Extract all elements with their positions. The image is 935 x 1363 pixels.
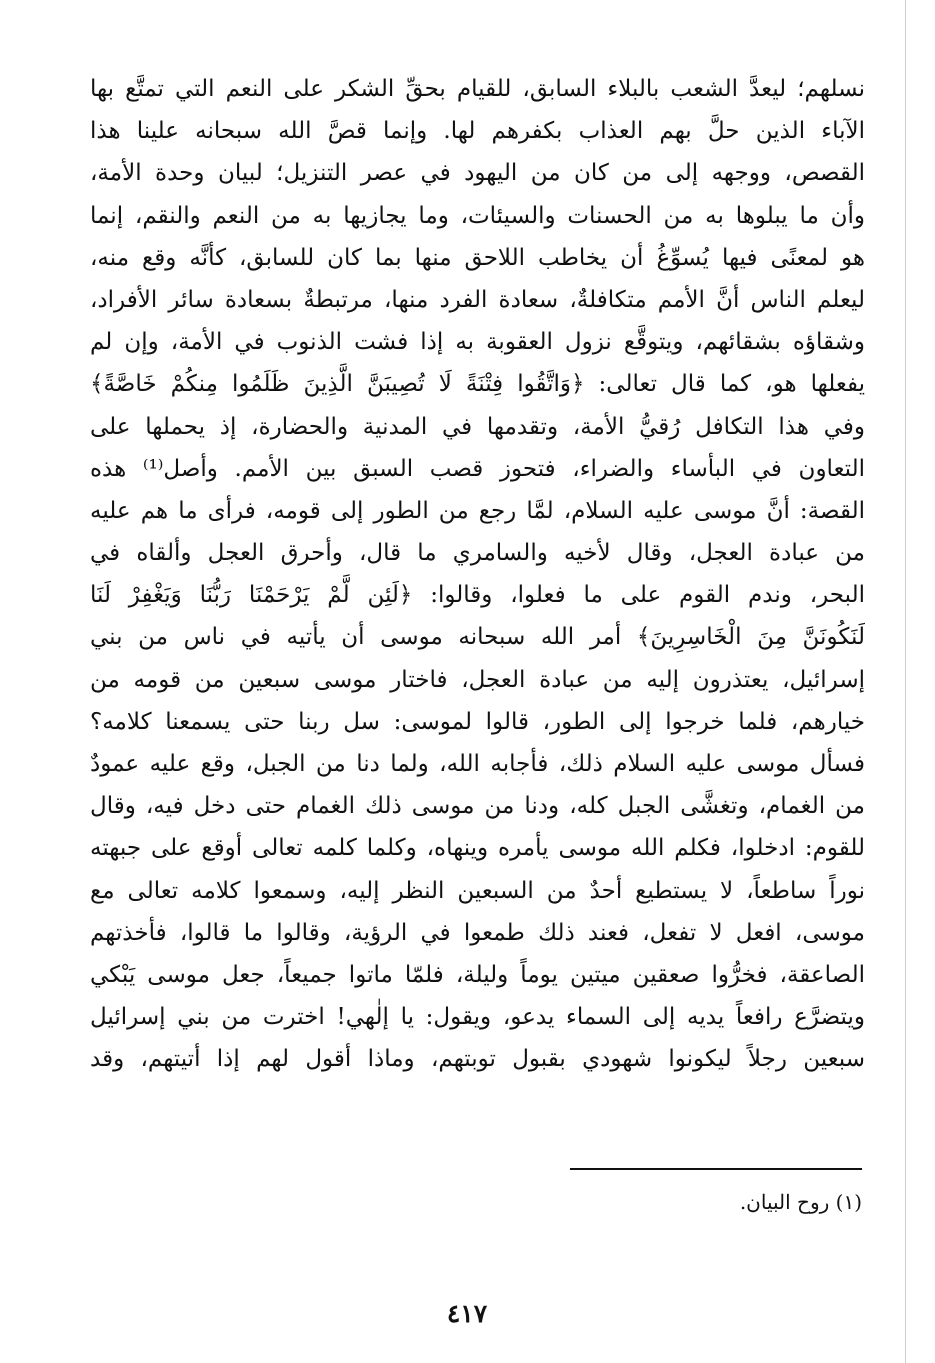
text-line: القصص، ووجهه إلى من كان من اليهود في عصر التنزيل؛ لبيان وحدة الأمة، bbox=[90, 160, 865, 187]
footnote: (١) روح البيان. bbox=[739, 1190, 862, 1214]
text-line: من عبادة العجل، وقال لأخيه والسامري ما قال، وأحرق العجل وألقاه في bbox=[90, 540, 865, 567]
text-line: هو لمعنًى فيها يُسوِّغُ أن يخاطب اللاحق منها بما كان للسابق، كأنَّه وقع منه، bbox=[90, 244, 865, 271]
text-line: ليعلم الناس أنَّ الأمم متكافلةٌ، سعادة الفرد منها، مرتبطةٌ بسعادة سائر الأفراد، bbox=[90, 286, 865, 313]
text-line: فسأل موسى عليه السلام ذلك، فأجابه الله، ولما دنا من الجبل، وقع عليه عمودٌ bbox=[90, 751, 865, 777]
text-line: سبعين رجلاً ليكونوا شهودي بقبول توبتهم، وماذا أقول لهم إذا أتيتهم، وقد bbox=[90, 1046, 865, 1073]
text-line: يفعلها هو، كما قال تعالى: ﴿وَاتَّقُوا فِتْنَةً لَا تُصِيبَنَّ الَّذِينَ ظَلَمُوا مِنكُمْ خَاصَّةً﴾ bbox=[90, 371, 865, 398]
text-line: خيارهم، فلما خرجوا إلى الطور، قالوا لموسى: سل ربنا حتى يسمعنا كلامه؟ bbox=[90, 708, 865, 735]
text-line: وأن ما يبلوها به من الحسنات والسيئات، وما يجازيها به من النعم والنقم، إنما bbox=[90, 202, 865, 229]
text-line: موسى، افعل لا تفعل، فعند ذلك طمعوا في الرؤية، وقالوا ما قالوا، فأخذتهم bbox=[90, 919, 865, 946]
text-line: البحر، وندم القوم على ما فعلوا، وقالوا: ﴿لَئِن لَّمْ يَرْحَمْنَا رَبُّنَا وَيَغْفِرْ لَنَا bbox=[90, 582, 865, 609]
text-line: القصة: أنَّ موسى عليه السلام، لمَّا رجع من الطور إلى قومه، فرأى ما هم عليه bbox=[90, 497, 865, 524]
text-line: ويتضرَّع رافعاً يديه إلى السماء يدعو، ويقول: يا إلٰهي! اخترت من بني إسرائيل bbox=[90, 1004, 865, 1031]
margin-rule bbox=[905, 0, 906, 1363]
text-line: نسلهم؛ ليعدَّ الشعب بالبلاء السابق، للقيام بحقِّ الشكر على النعم التي تمتَّع بها bbox=[90, 76, 865, 102]
footnote-separator bbox=[570, 1168, 862, 1170]
text-line: الآباء الذين حلَّ بهم العذاب بكفرهم لها. وإنما قصَّ الله سبحانه علينا هذا bbox=[90, 118, 865, 145]
text-line: لَنَكُونَنَّ مِنَ الْخَاسِرِينَ﴾ أمر الله سبحانه موسى أن يأتيه في ناس من بني bbox=[90, 624, 865, 651]
text-line: الصاعقة، فخرُّوا صعقين ميتين يوماً وليلة، فلمّا ماتوا جميعاً، جعل موسى يَبْكي bbox=[90, 961, 865, 988]
page-number: ٤١٧ bbox=[446, 1299, 488, 1328]
text-line: التعاون في البأساء والضراء، فتحوز قصب السبق بين الأمم. وأصل⁽¹⁾ هذه bbox=[90, 455, 865, 482]
main-text bbox=[90, 68, 865, 1081]
text-line: وفي هذا التكافل رُقيُّ الأمة، وتقدمها في المدنية والحضارة، إذ يحملها على bbox=[90, 413, 865, 440]
text-line: إسرائيل، يعتذرون إليه من عبادة العجل، فاختار موسى سبعين من قومه من bbox=[90, 666, 865, 693]
text-line: من الغمام، وتغشَّى الجبل كله، ودنا من موسى ذلك الغمام حتى دخل فيه، وقال bbox=[90, 793, 865, 820]
text-line: للقوم: ادخلوا، فكلم الله موسى يأمره وينهاه، وكلما كلمه تعالى أوقع على جبهته bbox=[90, 835, 865, 862]
text-line: وشقاؤه بشقائهم، ويتوقَّع نزول العقوبة به إذا فشت الذنوب في الأمة، وإن لم bbox=[90, 329, 865, 356]
text-line: نوراً ساطعاً، لا يستطيع أحدٌ من السبعين النظر إليه، وسمعوا كلامه تعالى مع bbox=[90, 877, 865, 904]
